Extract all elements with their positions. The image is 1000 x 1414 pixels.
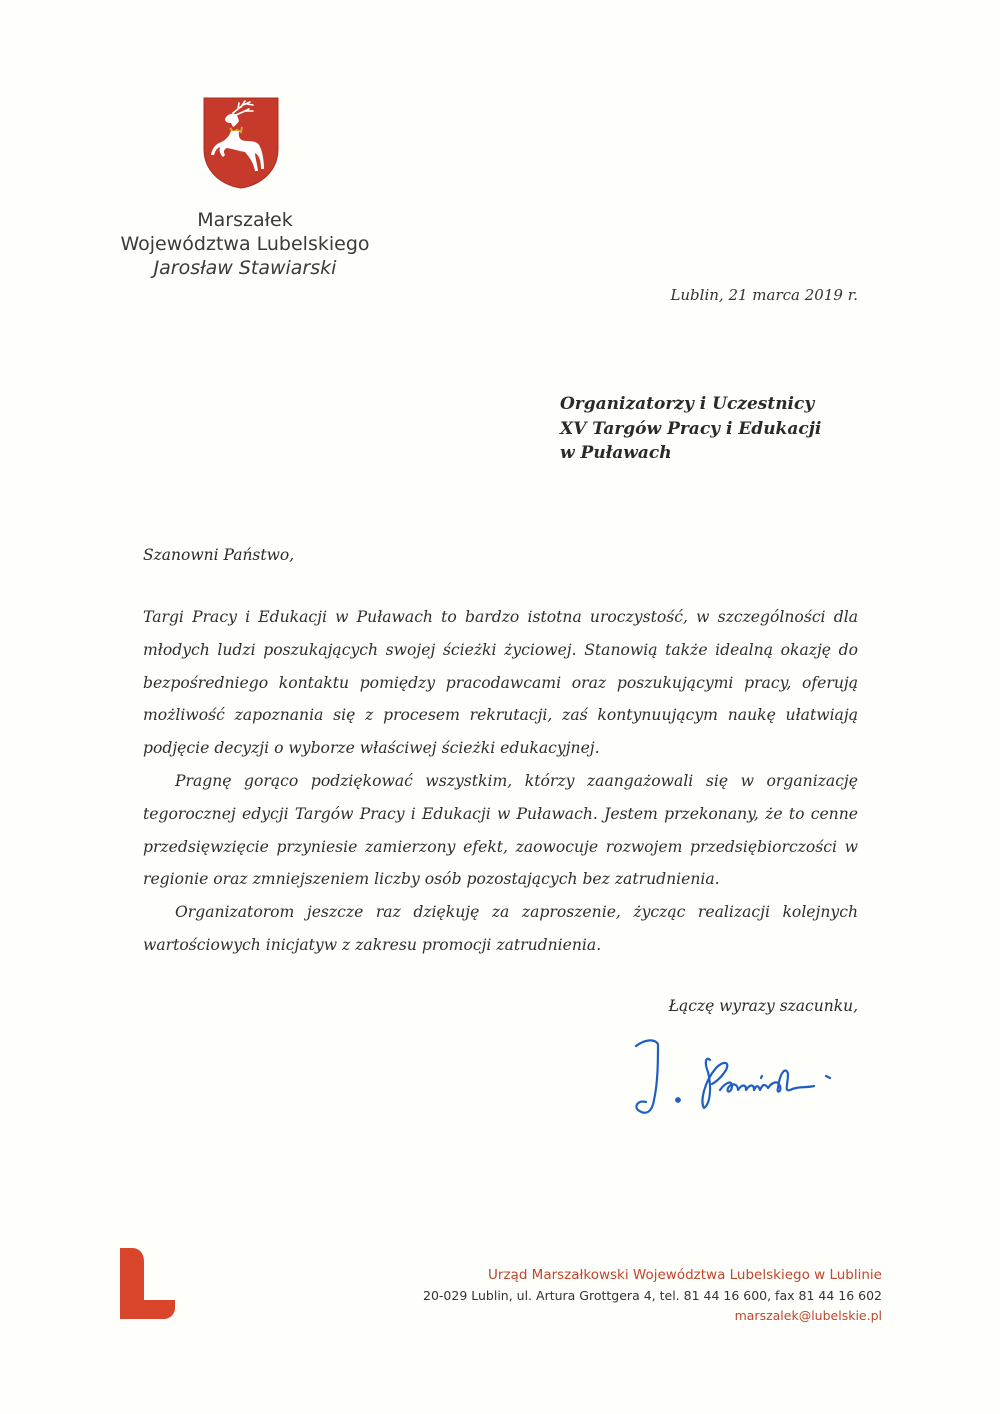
footer-contact xyxy=(423,1264,882,1326)
letterhead-name: Jarosław Stawiarski xyxy=(153,257,337,279)
letterhead-title-line2: Województwa Lubelskiego xyxy=(120,233,370,255)
lubelskie-logo-icon xyxy=(120,1248,175,1319)
body-paragraph: Targi Pracy i Edukacji w Puławach to bardzo istotna uroczystość, w szczególności dla młodych ludzi poszukających swojej ścieżki życiowej. Stanowią także idealną okazję do bezpośredniego kontaktu pomiędzy pracodawcami oraz poszukującymi pracy, oferują możliwość zapoznania się z procesem rekrutacji, zaś kontynuującym naukę ułatwiają podjęcie decyzji o wyborze właściwej ścieżki edukacyjnej. xyxy=(143,608,858,758)
closing: Łączę wyrazy szacunku, xyxy=(668,997,858,1015)
recipient-line: Organizatorzy i Uczestnicy xyxy=(560,394,815,414)
recipient-line: XV Targów Pracy i Edukacji xyxy=(560,418,822,439)
handwritten-signature xyxy=(628,1032,928,1122)
salutation: Szanowni Państwo, xyxy=(143,546,295,564)
body-paragraph: Organizatorom jeszcze raz dziękuję za zaproszenie, życząc realizacji kolejnych wartościowych inicjatyw z zakresu promocji zatrudnienia. xyxy=(143,903,858,954)
recipient-line: w Puławach xyxy=(560,443,672,463)
coat-of-arms-icon xyxy=(203,97,279,189)
body-paragraph: Pragnę gorąco podziękować wszystkim, którzy zaangażowali się w organizację tegorocznej edycji Targów Pracy i Edukacji w Puławach. Jestem przekonany, że to cenne przedsięwzięcie przyniesie zamierzony efekt, zaowocuje rozwojem przedsiębiorczości w regionie oraz zmniejszeniem liczby osób pozostających bez zatrudnienia. xyxy=(143,771,858,889)
letterhead-title-line1: Marszałek xyxy=(197,209,293,231)
recipient-block xyxy=(560,392,821,466)
footer-email: marszalek@lubelskie.pl xyxy=(734,1308,882,1323)
letter-date: Lublin, 21 marca 2019 r. xyxy=(670,286,858,304)
letter-body xyxy=(143,601,858,962)
letterhead xyxy=(100,208,390,280)
footer-office-name: Urząd Marszałkowski Województwa Lubelskiego w Lublinie xyxy=(488,1267,882,1283)
footer-address: 20-029 Lublin, ul. Artura Grottgera 4, tel. 81 44 16 600, fax 81 44 16 602 xyxy=(423,1288,882,1303)
